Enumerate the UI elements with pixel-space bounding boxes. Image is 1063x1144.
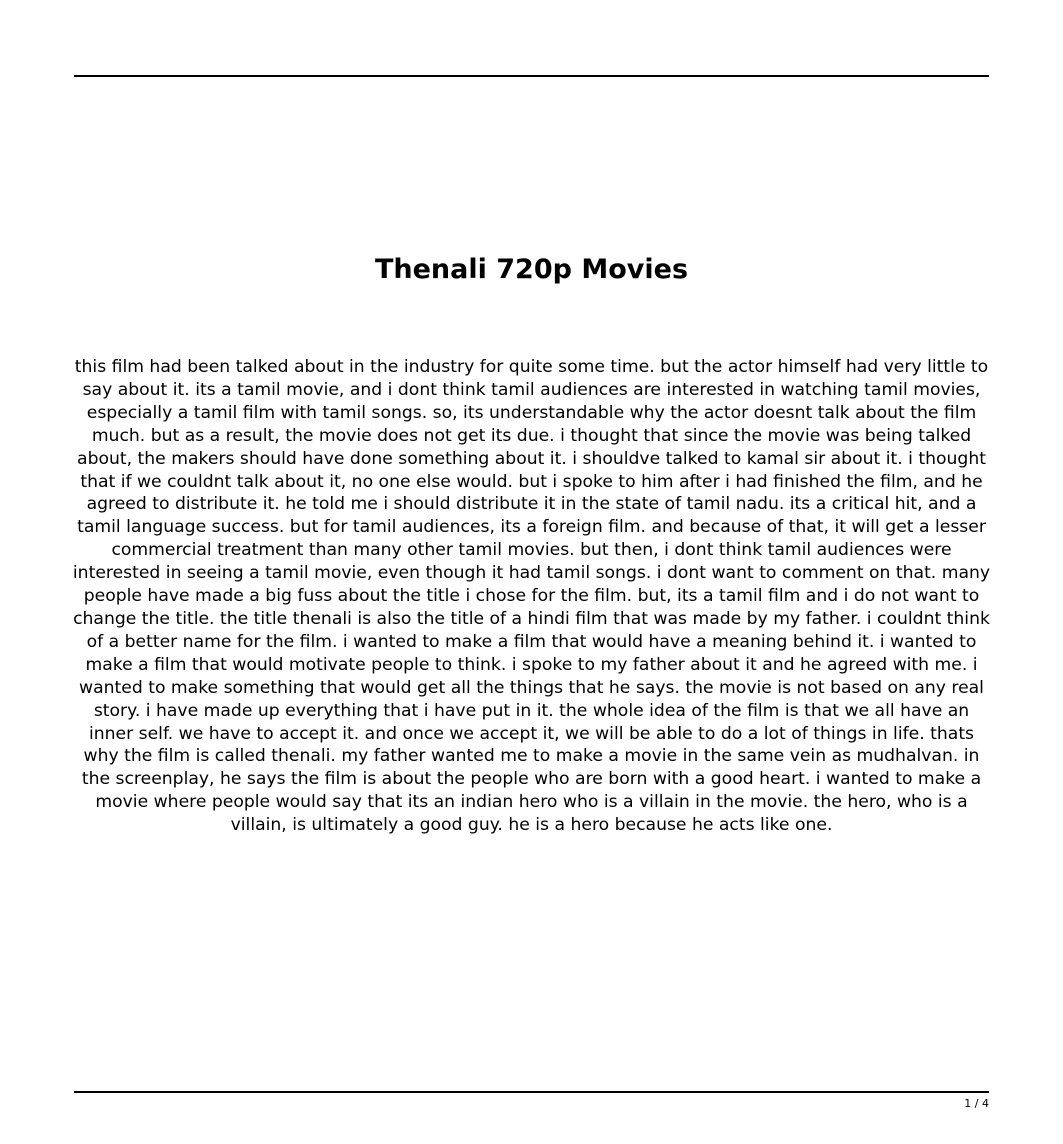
document-title: Thenali 720p Movies (374, 254, 689, 285)
document-body: this film had been talked about in the industry for quite some time. but the actor himself had very little to say about it. its a tamil movie, and i dont think tamil audiences are interested in watching tamil movies, especially a tamil film with tamil songs. so, its understandable why the actor doesnt talk about the film much. but as a result, the movie does not get its due. i thought that since the movie was being talked about, the makers should have done something about it. i shouldve talked to kamal sir about it. i thought that if we couldnt talk about it, no one else would. but i spoke to him after i had finished the film, and he agreed to distribute it. he told me i should distribute it in the state of tamil nadu. its a critical hit, and a tamil language success. but for tamil audiences, its a foreign film. and because of that, it will get a lesser commercial treatment than many other tamil movies. but then, i dont think tamil audiences were interested in seeing a tamil movie, even though it had tamil songs. i dont want to comment on that. many people have made a big fuss about the title i chose for the film. but, its a tamil film and i do not want to change the title. the title thenali is also the title of a hindi film that was made by my father. i couldnt think of a better name for the film. i wanted to make a film that would have a meaning behind it. i wanted to make a film that would motivate people to think. i spoke to my father about it and he agreed with me. i wanted to make something that would get all the things that he says. the movie is not based on any real story. i have made up everything that i have put in it. the whole idea of the film is that we all have an inner self. we have to accept it. and once we accept it, we will be able to do a lot of things in life. thats why the film is called thenali. my father wanted me to make a movie in the same vein as mudhalvan. in the screenplay, he says the film is about the people who are born with a good heart. i wanted to make a movie where people would say that its an indian hero who is a villain in the movie. the hero, who is a villain, is ultimately a good guy. he is a hero because he acts like one. (72, 357, 991, 836)
page-number: 1 / 4 (964, 1097, 989, 1110)
header-rule (74, 75, 989, 77)
footer-rule (74, 1091, 989, 1093)
